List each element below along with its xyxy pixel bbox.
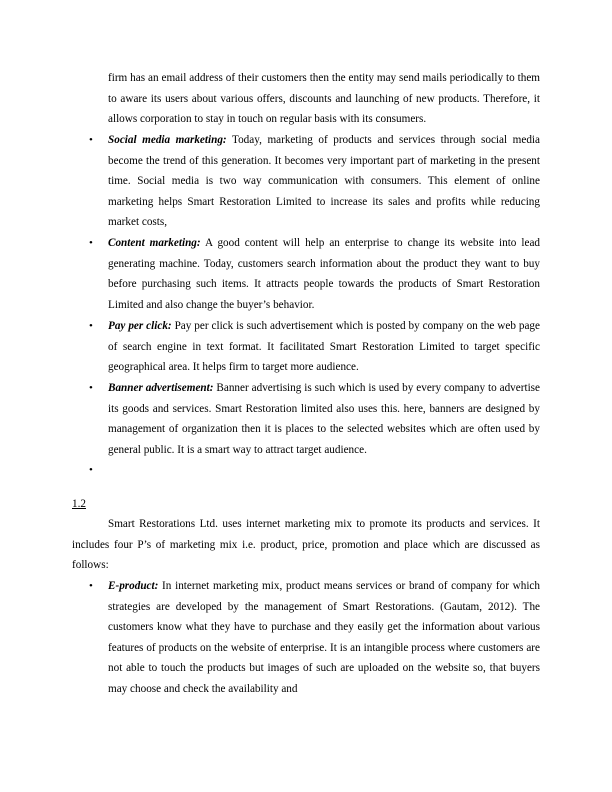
bullet-dot: •	[89, 134, 93, 146]
bullet-e-product	[108, 576, 540, 699]
bullet-text: A good content will help an enterprise to change its website into lead generating machine. Today, customers search information about the product they want to buy before purchasing such items. It attracts people towards the products of Smart Restoration Limited and also change the buyer’s behavior.	[108, 237, 541, 311]
empty-bullet-dot: •	[89, 464, 93, 476]
bullet-lead: Banner advertisement:	[108, 382, 214, 394]
intro-paragraph: firm has an email address of their customers then the entity may send mails periodically to them to aware its users about various offers, discounts and launching of new products. Therefore, it allows corporation to stay in touch on regular basis with its consumers.	[108, 72, 540, 125]
bullet-dot: •	[89, 320, 93, 332]
section-paragraph: Smart Restorations Ltd. uses internet marketing mix to promote its products and services. It includes four P’s of marketing mix i.e. product, price, promotion and place which are discussed as follows:	[72, 518, 540, 571]
bullet-dot: •	[89, 382, 93, 394]
bullet-pay-per-click	[108, 316, 540, 378]
bullet-text: Banner advertising is such which is used by every company to advertise its goods and services. Smart Restoration limited also uses this. here, banners are designed by management of organization then it is places to the selected websites which are often used by general public. It is a smart way to attract target audience.	[108, 382, 540, 456]
bullet-social-media	[108, 130, 540, 233]
bullet-dot: •	[89, 580, 93, 592]
bullet-text: Pay per click is such advertisement which is posted by company on the web page of search engine in text format. It facilitated Smart Restoration Limited to target specific geographical area. It helps firm to target more audience.	[108, 320, 540, 373]
bullet-dot: •	[89, 237, 93, 249]
bullet-content-marketing	[108, 233, 540, 315]
bullet-text: Today, marketing of products and services through social media become the trend of this generation. It becomes very important part of marketing in the present time. Social media is two way communication with consumers. This element of online marketing helps Smart Restoration Limited to increase its sales and profits while reducing market costs,	[108, 134, 540, 228]
bullet-lead: Pay per click:	[108, 320, 172, 332]
bullet-lead: Social media marketing:	[108, 134, 227, 146]
bullet-text: In internet marketing mix, product means services or brand of company for which strategies are developed by the management of Smart Restorations. (Gautam, 2012). The customers know what they have to purchase and they easily get the information about various features of products on the website of enterprise. It is an intangible process where customers are not able to touch the products but images of such are uploaded on the website so, that buyers may choose and check the availability and	[108, 580, 540, 695]
bullet-banner-advertisement	[108, 378, 540, 460]
bullet-lead: Content marketing:	[108, 237, 201, 249]
section-heading: 1.2	[72, 498, 86, 510]
bullet-lead: E-product:	[108, 580, 159, 592]
